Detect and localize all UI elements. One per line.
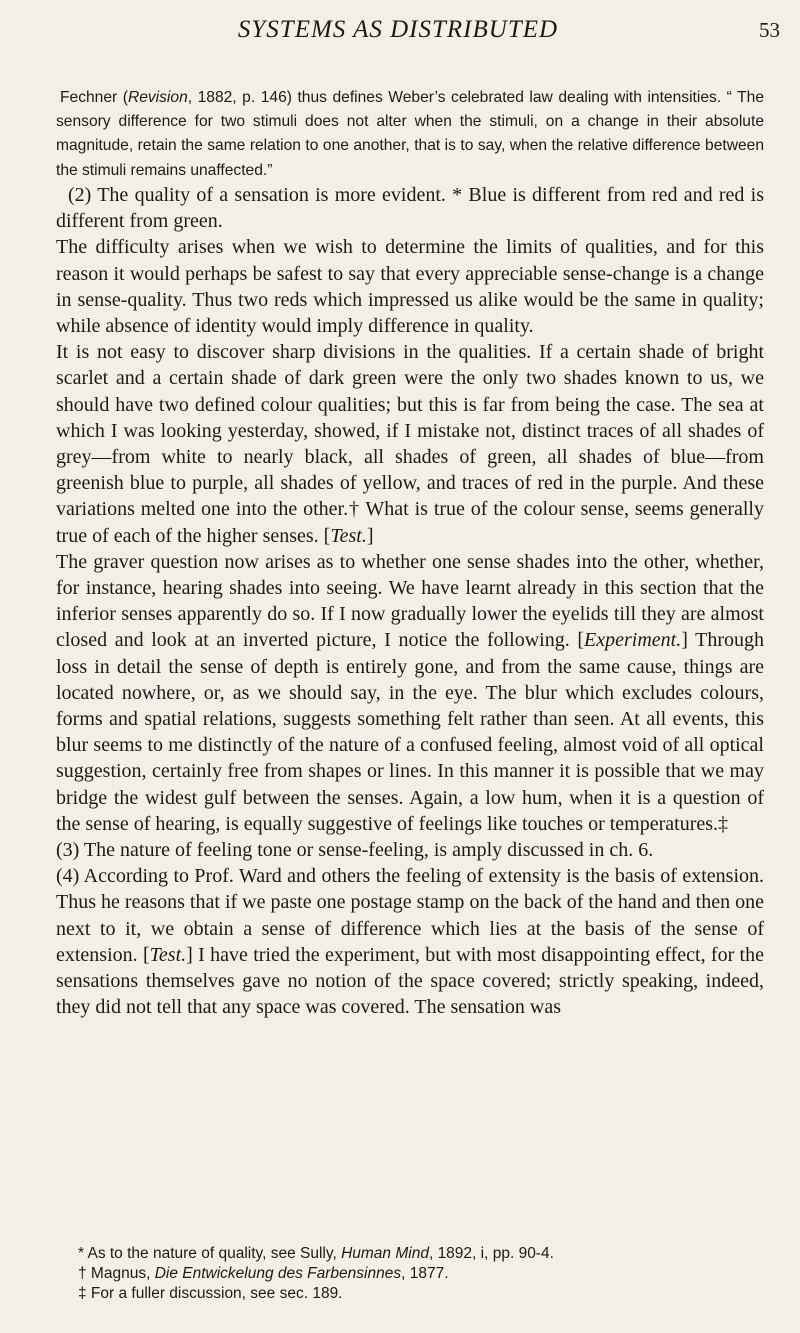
paragraph-3: (3) The nature of feeling tone or sense-feeling, is amply discussed in ch. 6. (56, 839, 654, 862)
page-number: 53 (759, 18, 780, 42)
page-header (56, 14, 780, 54)
running-title: SYSTEMS AS DISTRIBUTED (237, 16, 559, 43)
footnotes (56, 1244, 764, 1304)
footnote-3: ‡ For a fuller discussion, see sec. 189. (78, 1285, 343, 1302)
paragraph-2: (2) The quality of a sensation is more evident. * Blue is different from red and red is different from green. (56, 184, 764, 233)
footnote-1: * As to the nature of quality, see Sully, Human Mind, 1892, i, pp. 90-4. (78, 1245, 554, 1262)
paragraph-sharp-divisions: It is not easy to discover sharp divisions in the qualities. If a certain shade of bright scarlet and a certain shade of dark green were the only two shades known to us, we should have two defined colour qualities; but this is far from being the case. The sea at which I was looking yesterday, showed, if I mistake not, distinct traces of all shades of grey—from white to nearly black, all shades of green, all shades of blue—from greenish blue to purple, all shades of yellow, and traces of red in the purple. And these variations melted one into the other.† What is true of the colour sense, seems generally true of each of the higher senses. [Test.] (56, 341, 764, 547)
footnote-2: † Magnus, Die Entwickelung des Farbensinnes, 1877. (78, 1265, 449, 1282)
intro-paragraph (56, 86, 764, 183)
paragraph-graver-question: The graver question now arises as to whether one sense shades into the other, whether, for instance, hearing shades into seeing. We have learnt already in this section that the inferior senses apparently do so. If I now gradually lower the eyelids till they are almost closed and look at an inverted picture, I notice the following. [Experiment.] Through loss in detail the sense of depth is entirely gone, and from the same cause, things are located nowhere, or, as we should say, in the eye. The blur which excludes colours, forms and spatial relations, suggests something felt rather than seen. At all events, this blur seems to me distinctly of the nature of a confused feeling, almost void of all optical suggestion, certainly free from shapes or lines. In this manner it is possible that we may bridge the widest gulf between the senses. Again, a low hum, when it is a question of the sense of hearing, is equally suggestive of feelings like touches or temperatures.‡ (56, 550, 764, 835)
test-note: Test. (330, 524, 367, 547)
paragraph-4: (4) According to Prof. Ward and others the feeling of extensity is the basis of extension. Thus he reasons that if we paste one postage stamp on the back of the hand and then one next to it, we obtain a sense of difference which lies at the basis of the sense of extension. [Test.] I have tried the experiment, but with most disappointing effect, for the sensations themselves gave no notion of the space covered; strictly speaking, indeed, they did not tell that any space was covered. The sensation was (56, 865, 764, 1019)
intro-text: , 1882, p. 146) thus defines Weber’s celebrated law dealing with intensities. “ The sensory difference for two stimuli does not alter when the stimuli, on a change in their absolute magnitude, retain the same relation to one another, that is to say, when the relative difference between the stimuli remains unaffected.” (56, 89, 764, 179)
experiment-note: Experiment. (584, 629, 682, 652)
test-note: Test. (149, 943, 187, 966)
main-text (56, 182, 764, 1021)
intro-work-title: Revision (127, 89, 188, 106)
intro-author: Fechner ( (60, 89, 128, 106)
paragraph-difficulty: The difficulty arises when we wish to determine the limits of qualities, and for this reason it would perhaps be safest to say that every appreciable sense-change is a change in sense-quality. Thus two reds which impressed us alike would be the same in quality; while absence of identity would imply difference in quality. (56, 236, 764, 338)
